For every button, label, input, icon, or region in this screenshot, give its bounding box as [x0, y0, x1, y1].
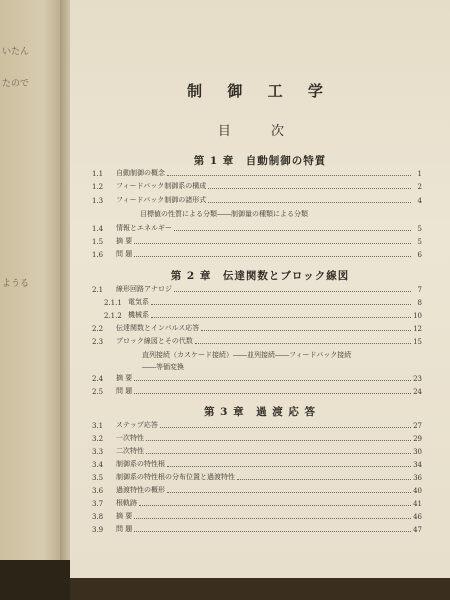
dot-leader [134, 256, 411, 257]
dot-leader [167, 466, 411, 467]
entry-title: 電気系 [128, 298, 149, 306]
entry-number: 2.1 [92, 286, 104, 294]
dot-leader [195, 343, 411, 344]
toc-entry [92, 180, 422, 191]
book-title: 制 御 工 学 [187, 82, 333, 100]
toc-entry [92, 419, 422, 430]
toc-entry [92, 432, 422, 443]
toc-entry [92, 322, 422, 333]
toc-entry [92, 510, 422, 521]
entry-title: 機械系 [128, 311, 149, 319]
entry-subtopics: 目標値の性質による分類――制御量の種類による分類 [140, 210, 308, 218]
entry-page: 27 [413, 422, 422, 430]
entry-number: 3.3 [92, 448, 104, 456]
dot-leader [174, 291, 411, 292]
entry-page: 10 [413, 312, 422, 320]
entry-page: 36 [413, 474, 422, 482]
entry-number: 1.2 [92, 183, 104, 191]
entry-number: 2.5 [92, 388, 104, 396]
toc-entry [92, 235, 422, 246]
toc-entry [92, 309, 422, 320]
entry-number: 1.6 [92, 251, 104, 259]
dot-leader [134, 518, 411, 519]
entry-title: 根軌跡 [116, 499, 137, 507]
entry-page: 24 [413, 388, 422, 396]
entry-title: フィードバック制御の諸形式 [116, 196, 207, 204]
entry-title: ステップ応答 [116, 421, 158, 429]
chapter-heading: 第 2 章 伝達関数とブロック線図 [170, 270, 350, 282]
toc-page [70, 0, 450, 578]
entry-number: 3.4 [92, 461, 104, 469]
toc-entry [92, 194, 422, 205]
toc-entry [92, 283, 422, 294]
dot-leader [208, 188, 411, 189]
entry-number: 3.1 [92, 422, 104, 430]
entry-title: 問 題 [116, 387, 133, 395]
entry-page: 6 [417, 251, 422, 259]
toc-entry [92, 222, 422, 233]
dot-leader [151, 317, 411, 318]
entry-number: 2.2 [92, 325, 104, 333]
dot-leader [167, 492, 411, 493]
entry-number: 1.3 [92, 197, 104, 205]
entry-page: 5 [417, 225, 422, 233]
entry-page: 41 [413, 500, 422, 508]
dot-leader [167, 175, 411, 176]
entry-title: 情報とエネルギー [116, 224, 172, 232]
book-shadow [0, 560, 70, 600]
toc-entry [92, 248, 422, 259]
toc-entry [92, 372, 422, 383]
entry-subtopics: 直列接続（カスケード接続）――並列接続――フィードバック接続 [142, 351, 352, 359]
entry-title: 問 題 [116, 525, 133, 533]
entry-title: 摘 要 [116, 374, 133, 382]
dot-leader [134, 393, 411, 394]
entry-title: 自動制御の概念 [116, 169, 165, 177]
entry-title: 制御系の特性根 [116, 460, 165, 468]
dot-leader [146, 440, 411, 441]
entry-title: 摘 要 [116, 512, 133, 520]
entry-number: 1.4 [92, 225, 104, 233]
entry-page: 4 [417, 197, 422, 205]
entry-number: 2.1.2 [104, 312, 122, 320]
toc-entry [92, 335, 422, 346]
toc-entry [92, 484, 422, 495]
dot-leader [201, 330, 411, 331]
entry-number: 2.4 [92, 375, 104, 383]
entry-page: 5 [417, 238, 422, 246]
chapter-heading: 第 3 章 過 渡 応 答 [203, 406, 317, 418]
dot-leader [160, 427, 411, 428]
entry-number: 1.1 [92, 170, 104, 178]
dot-leader [139, 505, 411, 506]
toc-heading: 目 次 [217, 124, 303, 139]
entry-title: 二次特性 [116, 447, 144, 455]
entry-page: 23 [413, 375, 422, 383]
entry-page: 40 [413, 487, 422, 495]
left-page-text: たので [2, 79, 30, 89]
dot-leader [134, 531, 411, 532]
dot-leader [134, 380, 411, 381]
entry-page: 15 [413, 338, 422, 346]
entry-number: 2.3 [92, 338, 104, 346]
dot-leader [151, 304, 411, 305]
entry-subtopics: ――等価変換 [142, 363, 184, 371]
entry-title: 伝達関数とインパルス応答 [116, 324, 200, 332]
entry-page: 46 [413, 513, 422, 521]
entry-page: 29 [413, 435, 422, 443]
entry-page: 30 [413, 448, 422, 456]
entry-page: 1 [417, 170, 422, 178]
entry-title: 問 題 [116, 250, 133, 258]
entry-number: 3.7 [92, 500, 104, 508]
entry-title: 線形回路アナロジ [116, 285, 172, 293]
entry-number: 1.5 [92, 238, 104, 246]
toc-entry [92, 458, 422, 469]
entry-title: ブロック線図とその代数 [116, 337, 193, 345]
entry-title: 摘 要 [116, 237, 133, 245]
toc-entry [92, 296, 422, 307]
entry-number: 3.2 [92, 435, 104, 443]
chapter-heading: 第 1 章 自動制御の特質 [193, 155, 327, 167]
toc-entry [92, 497, 422, 508]
toc-entry [92, 523, 422, 534]
entry-title: フィードバック制御系の構成 [116, 182, 207, 190]
entry-number: 3.5 [92, 474, 104, 482]
dot-leader [208, 202, 411, 203]
entry-title: 過渡特性の概形 [116, 486, 165, 494]
entry-page: 8 [417, 299, 422, 307]
entry-title: 制御系の特性根の分布位置と過渡特性 [116, 473, 235, 481]
left-page-text: ようる [2, 279, 30, 289]
dot-leader [174, 230, 411, 231]
dot-leader [146, 453, 411, 454]
entry-page: 7 [417, 286, 422, 294]
entry-page: 34 [413, 461, 422, 469]
entry-number: 3.6 [92, 487, 104, 495]
entry-number: 2.1.1 [104, 299, 122, 307]
left-page-edge [0, 0, 62, 560]
dot-leader [134, 243, 411, 244]
dot-leader [237, 479, 411, 480]
entry-number: 3.9 [92, 526, 104, 534]
entry-page: 2 [417, 183, 422, 191]
entry-number: 3.8 [92, 513, 104, 521]
entry-page: 12 [413, 325, 422, 333]
toc-entry [92, 471, 422, 482]
toc-entry [92, 385, 422, 396]
left-page-text: いたん [2, 47, 30, 57]
toc-entry [92, 445, 422, 456]
entry-title: 一次特性 [116, 434, 144, 442]
entry-page: 47 [413, 526, 422, 534]
toc-entry [92, 167, 422, 178]
